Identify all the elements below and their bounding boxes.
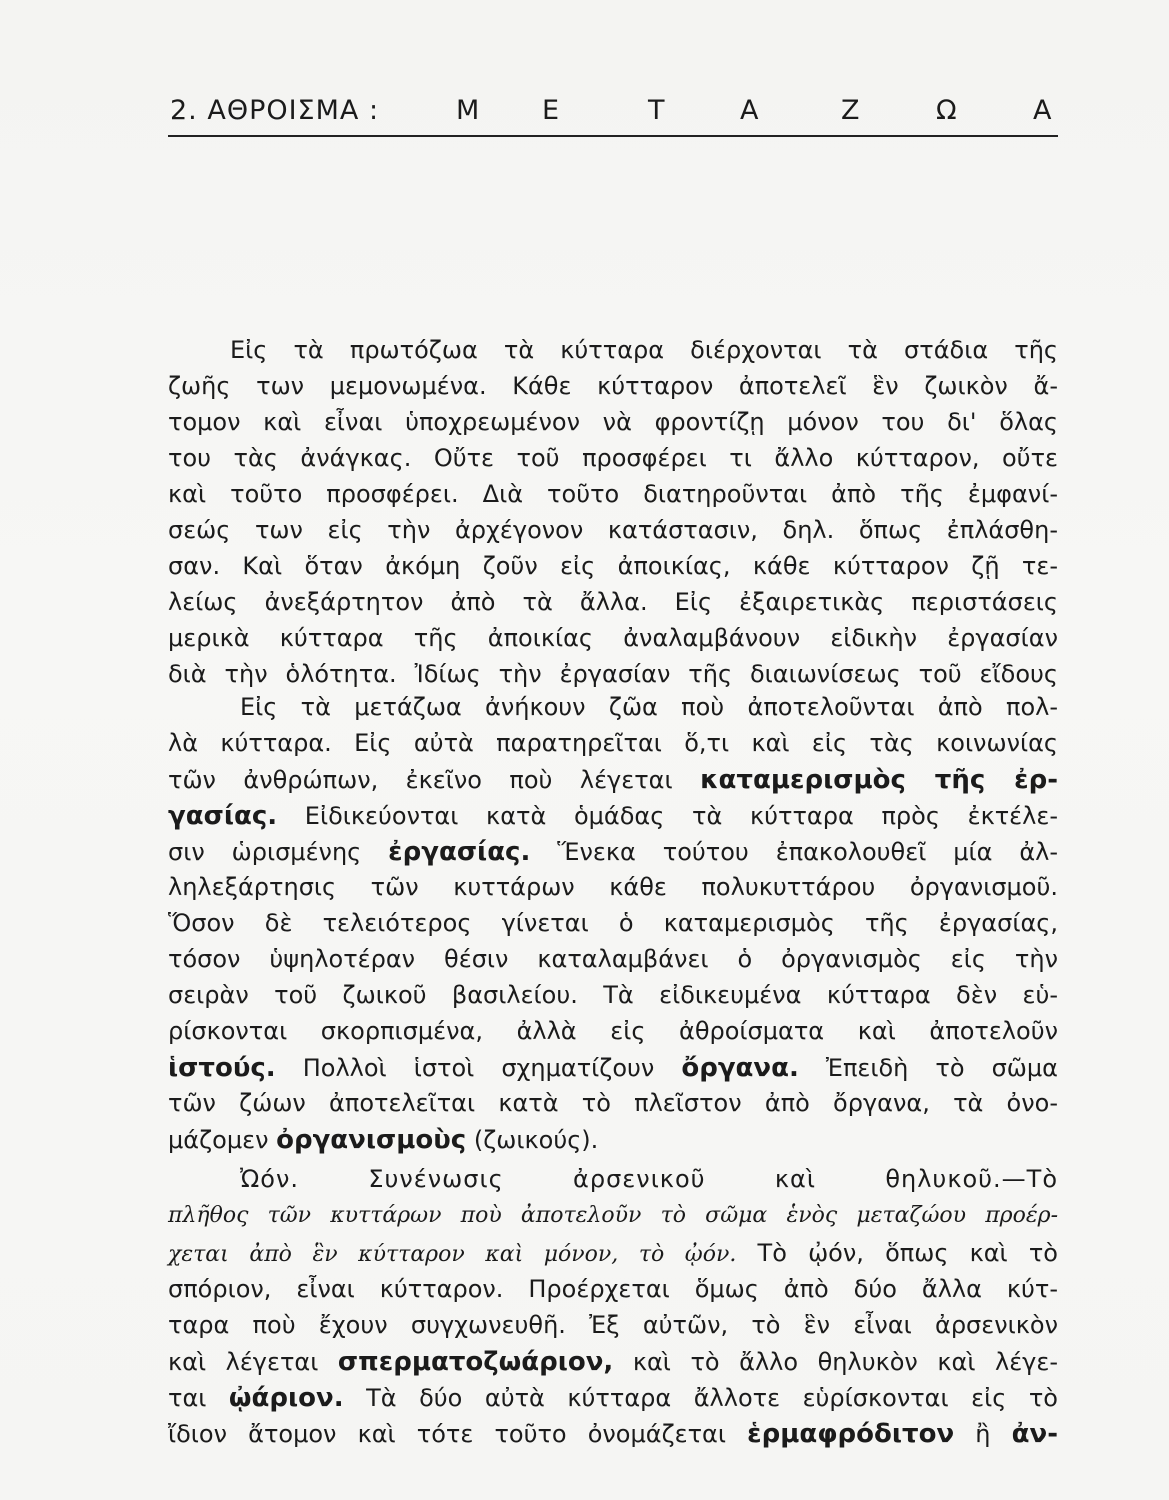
italic-span: χεται ἀπὸ ἓν κύτταρον καὶ μόνον, τὸ ᾠόν. — [168, 1242, 737, 1267]
text-span: Ἐπειδὴ τὸ σῶμα — [798, 1054, 1058, 1082]
text-line: Εἰς τὰ μετάζωα ἀνήκουν ζῶα ποὺ ἀποτελοῦνται ἀπὸ πολ- — [240, 693, 1058, 721]
text-line: σαν. Καὶ ὅταν ἀκόμη ζοῦν εἰς ἀποικίας, κάθε κύτταρον ζῇ τε- — [168, 552, 1058, 580]
text-line: σεώς των εἰς τὴν ἀρχέγονον κατάστασιν, δηλ. ὅπως ἐπλάσθη- — [168, 516, 1058, 544]
text-line — [168, 801, 1058, 835]
bold-term: καταμερισμὸς τῆς ἐρ- — [700, 765, 1058, 795]
text-line: σπόριον, εἶναι κύτταρον. Προέρχεται ὅμως ἀπὸ δύο ἄλλα κύτ- — [168, 1275, 1058, 1303]
bold-term: γασίας. — [168, 801, 278, 831]
text-line: σειρὰν τοῦ ζωικοῦ βασιλείου. Τὰ εἰδικευμένα κύτταρα δὲν εὑ- — [168, 981, 1058, 1009]
text-line: τῶν ζώων ἀποτελεῖται κατὰ τὸ πλεῖστον ἀπὸ ὄργανα, τὰ ὀνο- — [168, 1089, 1058, 1117]
text-line — [168, 1053, 1058, 1087]
text-span: Εἰδικεύονται κατὰ ὁμάδας τὰ κύτταρα πρὸς ἐκτέλε- — [277, 802, 1058, 830]
bold-term: σπερματοζωάριον, — [337, 1347, 614, 1377]
text-line: ληλεξάρτησις τῶν κυττάρων κάθε πολυκυττάρου ὀργανισμοῦ. — [168, 873, 1058, 901]
text-span: Πολλοὶ ἱστοὶ σχηματίζουν — [275, 1054, 682, 1082]
text-span: τῶν ἀνθρώπων, ἐκεῖνο ποὺ λέγεται — [168, 766, 701, 794]
text-line: ζωῆς των μεμονωμένα. Κάθε κύτταρον ἀποτελεῖ ἓν ζωικὸν ἄ- — [168, 372, 1058, 400]
text-line — [168, 1419, 1058, 1453]
text-span: Τὸ ᾠόν, ὅπως καὶ τὸ — [736, 1239, 1058, 1267]
text-line: του τὰς ἀνάγκας. Οὔτε τοῦ προσφέρει τι ἄλλο κύτταρον, οὔτε — [168, 444, 1058, 472]
text-line: τόσον ὑψηλοτέραν θέσιν καταλαμβάνει ὁ ὀργανισμὸς εἰς τὴν — [168, 945, 1058, 973]
text-line — [168, 1383, 1058, 1417]
text-line — [168, 837, 1058, 871]
text-line: διὰ τὴν ὁλότητα. Ἰδίως τὴν ἐργασίαν τῆς διαιωνίσεως τοῦ εἴδους — [168, 660, 1058, 688]
text-span: (ζωικούς). — [466, 1126, 599, 1154]
italic-line: πλῆθος τῶν κυττάρων ποὺ ἀποτελοῦν τὸ σῶμα ἑνὸς μεταζώου προέρ- — [168, 1203, 1058, 1228]
text-span: σιν ὡρισμένης — [168, 838, 389, 866]
title-letter: Α — [1033, 95, 1053, 126]
title-letter: Ζ — [841, 95, 861, 126]
text-span: Τὰ δύο αὐτὰ κύτταρα ἄλλοτε εὑρίσκονται εἰς τὸ — [343, 1384, 1058, 1412]
text-span: μάζομεν — [168, 1126, 277, 1154]
text-line: ταρα ποὺ ἔχουν συγχωνευθῆ. Ἐξ αὐτῶν, τὸ ἓν εἶναι ἀρσενικὸν — [168, 1311, 1058, 1339]
text-span: Ἕνεκα τούτου ἐπακολουθεῖ μία ἀλ- — [530, 838, 1059, 866]
bold-term: ἀν- — [1011, 1419, 1058, 1449]
text-line: Εἰς τὰ πρωτόζωα τὰ κύτταρα διέρχονται τὰ στάδια τῆς — [230, 336, 1058, 364]
bold-term: ὄργανα. — [681, 1053, 799, 1083]
bold-term: ἐργασίας. — [388, 837, 531, 867]
title-letter: Ω — [936, 95, 958, 126]
text-line: Ὅσον δὲ τελειότερος γίνεται ὁ καταμερισμὸς τῆς ἐργασίας, — [168, 909, 1058, 937]
section-label: 2. ΑΘΡΟΙΣΜΑ : — [170, 95, 380, 126]
text-line — [168, 1239, 1058, 1273]
text-line — [168, 1347, 1058, 1381]
text-line: τομον καὶ εἶναι ὑποχρεωμένον νὰ φροντίζῃ μόνον του δι' ὅλας — [168, 408, 1058, 436]
text-line: λείως ἀνεξάρτητον ἀπὸ τὰ ἄλλα. Εἰς ἐξαιρετικὰς περιστάσεις — [168, 588, 1058, 616]
text-span: καὶ τὸ ἄλλο θηλυκὸν καὶ λέγε- — [613, 1348, 1058, 1376]
text-span: ἢ — [954, 1420, 1012, 1448]
bold-term: ᾠάριον. — [228, 1383, 344, 1413]
bold-term: ἑρμαφρόδιτον — [747, 1419, 955, 1449]
title-letter: Ε — [542, 95, 561, 126]
title-letter: Τ — [648, 95, 666, 126]
section-heading: Ὠόν. Συνένωσις ἀρσενικοῦ καὶ θηλυκοῦ.—Τὸ — [240, 1165, 1058, 1193]
text-span: ἴδιον ἄτομον καὶ τότε τοῦτο ὀνομάζεται — [168, 1420, 748, 1448]
text-line — [168, 765, 1058, 799]
text-line: ρίσκονται σκορπισμένα, ἀλλὰ εἰς ἀθροίσματα καὶ ἀποτελοῦν — [168, 1017, 1058, 1045]
text-span: καὶ λέγεται — [168, 1348, 338, 1376]
title-letter: Α — [740, 95, 760, 126]
text-line: καὶ τοῦτο προσφέρει. Διὰ τοῦτο διατηροῦνται ἀπὸ τῆς ἐμφανί- — [168, 480, 1058, 508]
text-line: μερικὰ κύτταρα τῆς ἀποικίας ἀναλαμβάνουν εἰδικὴν ἐργασίαν — [168, 624, 1058, 652]
text-line: λὰ κύτταρα. Εἰς αὐτὰ παρατηρεῖται ὅ,τι καὶ εἰς τὰς κοινωνίας — [168, 729, 1058, 757]
running-header — [168, 93, 1058, 137]
bold-term: ὀργανισμοὺς — [276, 1125, 467, 1155]
bold-term: ἱστούς. — [168, 1053, 276, 1083]
title-letter: Μ — [456, 95, 481, 126]
text-line — [168, 1125, 1058, 1159]
text-span: ται — [168, 1384, 229, 1412]
